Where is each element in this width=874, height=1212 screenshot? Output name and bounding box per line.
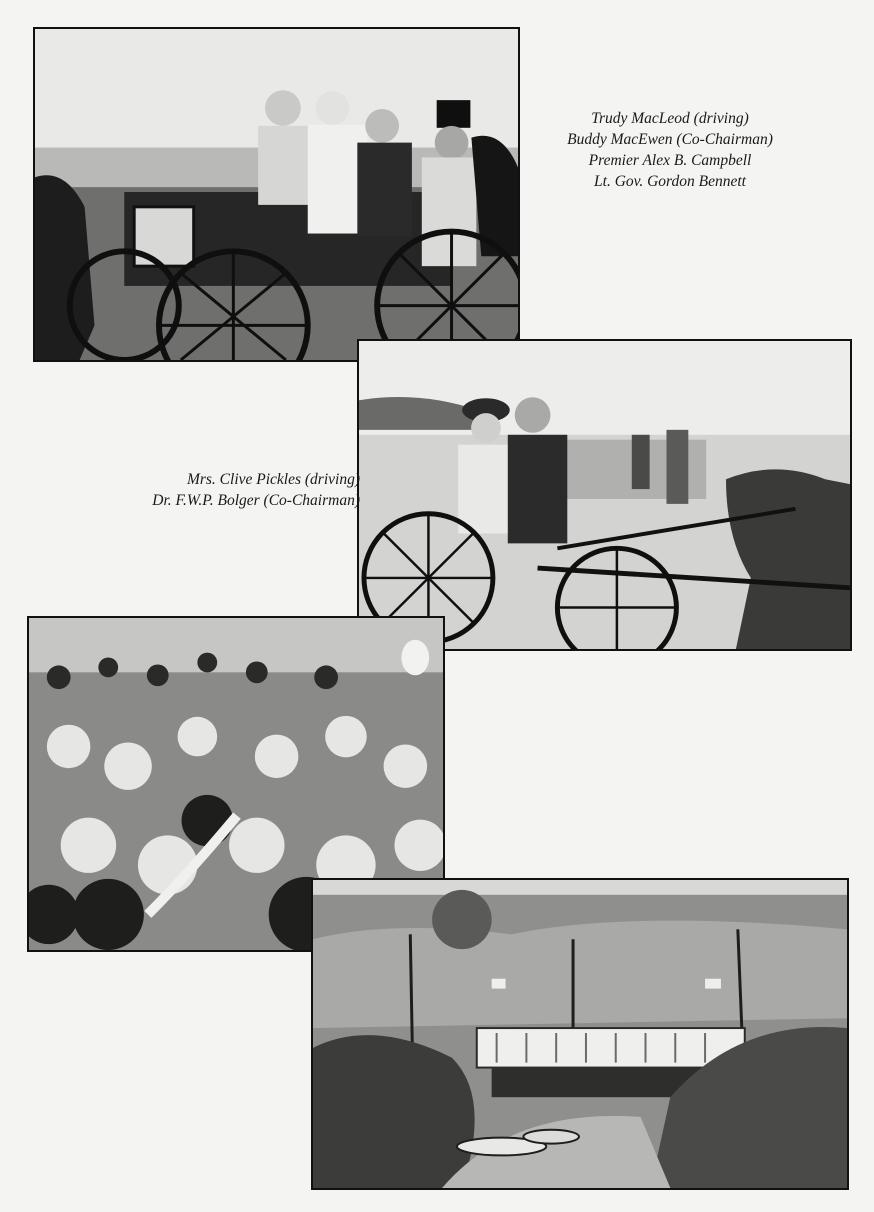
caption-line: Dr. F.W.P. Bolger (Co-Chairman) xyxy=(152,492,360,509)
photo-carriage-image xyxy=(35,29,518,360)
photo-buggy-two-passengers xyxy=(357,339,852,651)
photo-bridge-image xyxy=(313,880,847,1188)
caption-carriage-two xyxy=(60,469,360,511)
caption-line: Premier Alex B. Campbell xyxy=(588,152,752,169)
photo-bridge xyxy=(311,878,849,1190)
caption-line: Lt. Gov. Gordon Bennett xyxy=(594,173,746,190)
photo-carriage-four-passengers xyxy=(33,27,520,362)
caption-line: Mrs. Clive Pickles (driving) xyxy=(186,471,360,488)
caption-carriage-one xyxy=(520,108,820,192)
caption-line: Trudy MacLeod (driving) xyxy=(591,110,749,127)
photo-buggy-image xyxy=(359,341,850,649)
caption-line: Buddy MacEwen (Co-Chairman) xyxy=(567,131,773,148)
